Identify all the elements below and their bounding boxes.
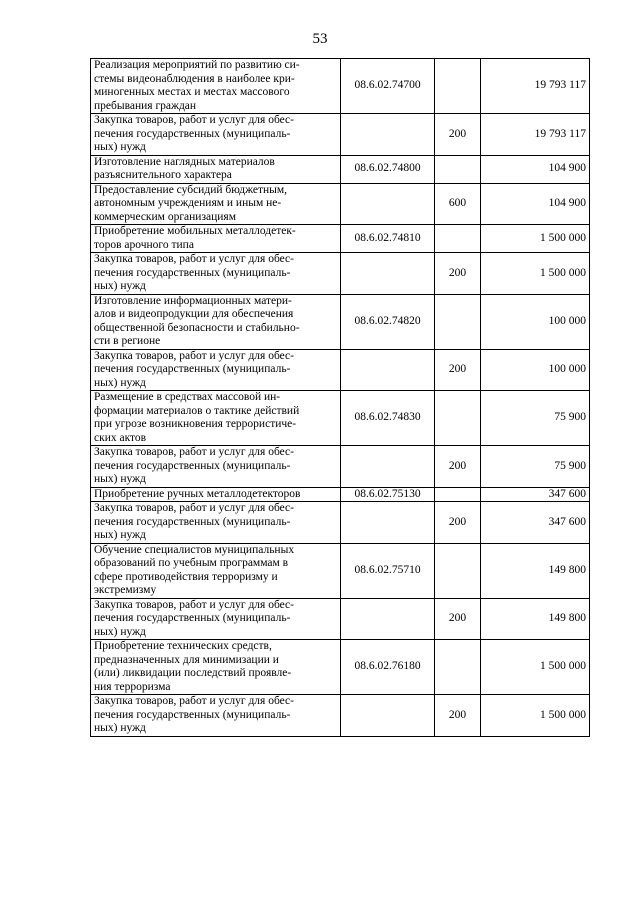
target-code-cell	[341, 598, 435, 640]
row-name-line: коммерческим организациям	[94, 210, 236, 223]
row-name-line: Закупка товаров, работ и услуг для обес-	[94, 502, 294, 514]
target-code-cell	[341, 114, 435, 156]
amount-cell: 104 900	[481, 183, 590, 225]
amount-cell: 75 900	[481, 446, 590, 488]
expense-type-cell: 600	[435, 183, 481, 225]
row-name-cell	[91, 183, 341, 225]
expense-type-cell: 200	[435, 114, 481, 156]
row-name-line: Закупка товаров, работ и услуг для обес-	[94, 695, 294, 707]
amount-cell: 1 500 000	[481, 225, 590, 253]
expense-type-cell: 200	[435, 349, 481, 391]
row-name-line: Закупка товаров, работ и услуг для обес-	[94, 598, 294, 611]
expense-type-cell: 200	[435, 253, 481, 295]
amount-cell: 1 500 000	[481, 253, 590, 295]
row-name-line: Закупка товаров, работ и услуг для обес-	[94, 114, 294, 126]
table-row	[91, 183, 590, 225]
row-name-line: Размещение в средствах массовой ин-	[94, 391, 281, 403]
row-name-line: Приобретение технических средств,	[94, 640, 272, 652]
row-name-line: печения государственных (муниципаль-	[94, 459, 291, 472]
row-name-line: алов и видеопродукции для обеспечения	[94, 308, 294, 320]
table-row	[91, 155, 590, 183]
target-code-cell	[341, 502, 435, 544]
row-name-line: формации материалов о тактике действий	[94, 404, 300, 417]
row-name-cell	[91, 294, 341, 349]
table-row	[91, 349, 590, 391]
target-code-cell	[341, 183, 435, 225]
target-code-cell	[341, 695, 435, 737]
row-name-line: печения государственных (муниципаль-	[94, 127, 291, 140]
row-name-line: общественной безопасности и стабильно-	[94, 321, 300, 334]
table-row	[91, 487, 590, 502]
expense-type-cell	[435, 294, 481, 349]
target-code-cell	[341, 349, 435, 391]
row-name-line: Изготовление информационных матери-	[94, 294, 292, 307]
table-row	[91, 253, 590, 295]
row-name-line: предназначенных для минимизации и	[94, 653, 279, 666]
target-code-cell: 08.6.02.74830	[341, 391, 435, 446]
row-name-line: Закупка товаров, работ и услуг для обес-	[94, 253, 294, 265]
target-code-cell: 08.6.02.75130	[341, 487, 435, 502]
target-code-cell	[341, 253, 435, 295]
row-name-line: Приобретение ручных металлодетекторов	[94, 487, 301, 500]
row-name-line: ния терроризма	[94, 680, 171, 693]
target-code-cell: 08.6.02.75710	[341, 543, 435, 598]
row-name-line: стемы видеонаблюдения в наиболее кри-	[94, 72, 295, 85]
table-row	[91, 294, 590, 349]
target-code-cell: 08.6.02.76180	[341, 640, 435, 695]
row-name-cell	[91, 155, 341, 183]
row-name-line: сти в регионе	[94, 335, 161, 347]
row-name-line: ных) нужд	[94, 141, 146, 153]
row-name-line: печения государственных (муниципаль-	[94, 363, 291, 375]
row-name-cell	[91, 253, 341, 295]
row-name-line: Предоставление субсидий бюджетным,	[94, 183, 288, 196]
amount-cell: 149 800	[481, 543, 590, 598]
row-name-cell	[91, 114, 341, 156]
expense-type-cell	[435, 225, 481, 253]
row-name-cell	[91, 487, 341, 502]
amount-cell: 100 000	[481, 349, 590, 391]
row-name-line: печения государственных (муниципаль-	[94, 612, 291, 624]
row-name-cell	[91, 502, 341, 544]
row-name-line: торов арочного типа	[94, 238, 194, 251]
row-name-line: ных) нужд	[94, 529, 146, 541]
amount-cell: 19 793 117	[481, 114, 590, 156]
table-row	[91, 391, 590, 446]
row-name-cell	[91, 640, 341, 695]
row-name-cell	[91, 349, 341, 391]
row-name-line: Обучение специалистов муниципальных	[94, 543, 295, 556]
row-name-line: ных) нужд	[94, 376, 146, 389]
row-name-line: автономным учреждениям и иным не-	[94, 197, 282, 209]
expense-type-cell	[435, 155, 481, 183]
table-row	[91, 502, 590, 544]
row-name-line: (или) ликвидации последствий проявле-	[94, 667, 292, 679]
row-name-line: ных) нужд	[94, 280, 146, 292]
table-row	[91, 543, 590, 598]
amount-cell: 347 600	[481, 502, 590, 544]
amount-cell: 100 000	[481, 294, 590, 349]
expense-type-cell	[435, 640, 481, 695]
expense-type-cell: 200	[435, 446, 481, 488]
amount-cell: 149 800	[481, 598, 590, 640]
expense-type-cell	[435, 543, 481, 598]
row-name-line: Приобретение мобильных металлодетек-	[94, 225, 296, 237]
row-name-cell	[91, 695, 341, 737]
expense-type-cell: 200	[435, 695, 481, 737]
expense-type-cell	[435, 391, 481, 446]
row-name-line: при угрозе возникновения террористиче-	[94, 418, 297, 430]
table-row	[91, 446, 590, 488]
row-name-line: ских актов	[94, 431, 147, 444]
row-name-line: печения государственных (муниципаль-	[94, 266, 291, 279]
expense-type-cell: 200	[435, 598, 481, 640]
page-number: 53	[312, 31, 328, 47]
expense-type-cell: 200	[435, 502, 481, 544]
row-name-line: печения государственных (муниципаль-	[94, 515, 291, 528]
expense-type-cell	[435, 59, 481, 114]
row-name-line: ных) нужд	[94, 473, 146, 485]
row-name-line: Изготовление наглядных материалов	[94, 155, 275, 168]
amount-cell: 1 500 000	[481, 695, 590, 737]
table-row	[91, 59, 590, 114]
row-name-cell	[91, 543, 341, 598]
row-name-line: Закупка товаров, работ и услуг для обес-	[94, 446, 294, 458]
table-row	[91, 640, 590, 695]
row-name-line: Закупка товаров, работ и услуг для обес-	[94, 349, 294, 362]
target-code-cell: 08.6.02.74810	[341, 225, 435, 253]
amount-cell: 19 793 117	[481, 59, 590, 114]
table-row	[91, 598, 590, 640]
row-name-line: ных) нужд	[94, 625, 146, 638]
row-name-line: образований по учебным программам в	[94, 557, 289, 569]
budget-table-body	[91, 59, 590, 737]
row-name-line: ных) нужд	[94, 722, 146, 734]
amount-cell: 104 900	[481, 155, 590, 183]
row-name-line: сфере противодействия терроризму и	[94, 570, 278, 583]
table-row	[91, 225, 590, 253]
table-row	[91, 114, 590, 156]
row-name-cell	[91, 598, 341, 640]
row-name-line: экстремизму	[94, 584, 157, 596]
amount-cell: 75 900	[481, 391, 590, 446]
row-name-line: Реализация мероприятий по развитию си-	[94, 59, 300, 71]
row-name-line: разъяснительного характера	[94, 169, 232, 181]
expense-type-cell	[435, 487, 481, 502]
target-code-cell	[341, 446, 435, 488]
row-name-line: печения государственных (муниципаль-	[94, 708, 291, 721]
row-name-cell	[91, 225, 341, 253]
row-name-line: пребывания граждан	[94, 99, 197, 112]
amount-cell: 1 500 000	[481, 640, 590, 695]
row-name-cell	[91, 391, 341, 446]
row-name-cell	[91, 59, 341, 114]
target-code-cell: 08.6.02.74800	[341, 155, 435, 183]
target-code-cell: 08.6.02.74700	[341, 59, 435, 114]
amount-cell: 347 600	[481, 487, 590, 502]
table-row	[91, 695, 590, 737]
target-code-cell: 08.6.02.74820	[341, 294, 435, 349]
row-name-cell	[91, 446, 341, 488]
budget-table	[90, 58, 590, 737]
row-name-line: миногенных местах и местах массового	[94, 86, 290, 98]
